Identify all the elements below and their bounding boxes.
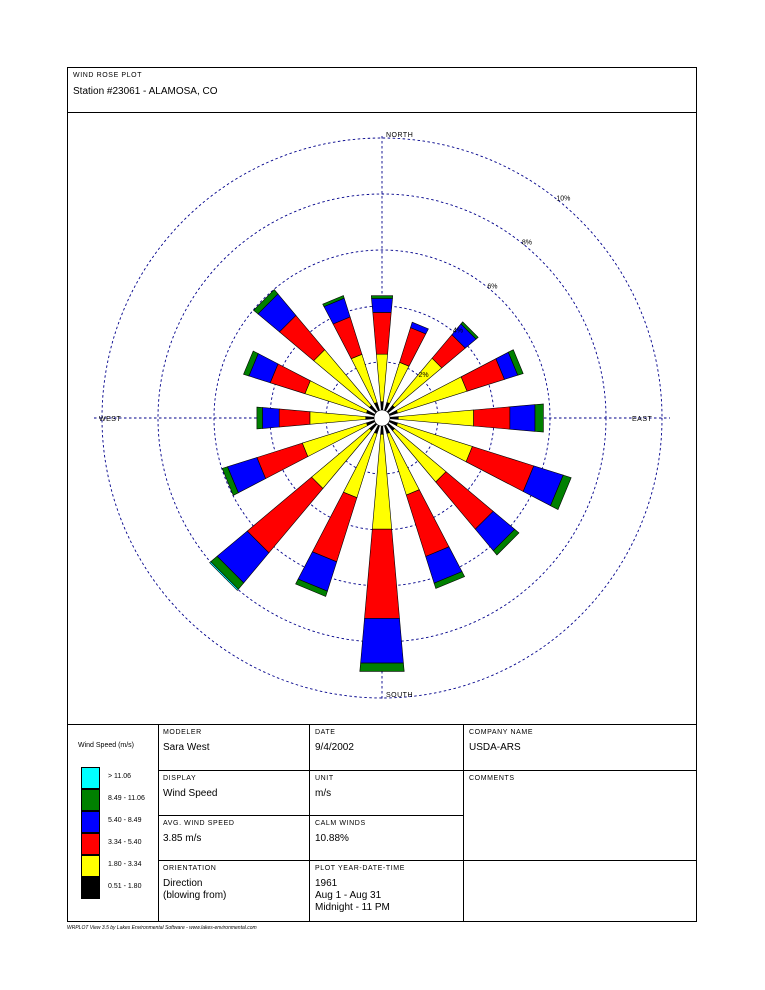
petal-segment [263, 408, 280, 429]
display-cell [158, 771, 310, 816]
ring-label: 2% [418, 371, 429, 379]
company-label: COMPANY NAME [469, 729, 534, 736]
ring-label: 6% [487, 283, 498, 291]
legend [68, 725, 159, 922]
blank-cell [464, 861, 696, 922]
calm-circle [374, 410, 390, 426]
comments-cell [464, 771, 696, 861]
legend-swatch [81, 877, 100, 899]
unit-label: UNIT [315, 775, 334, 782]
plot-time-line1: 1961 [315, 878, 338, 889]
petal-segment [361, 618, 404, 663]
comments-label: COMMENTS [469, 775, 515, 782]
petal-segment [365, 529, 400, 618]
petal-segment [400, 328, 426, 367]
wind-rose-plot [68, 112, 696, 724]
unit-value: m/s [315, 788, 332, 799]
display-label: DISPLAY [163, 775, 197, 782]
avg-speed-cell [158, 816, 310, 861]
petal-segment [466, 447, 534, 492]
ring-label: 4% [453, 327, 464, 335]
petal-segment [333, 317, 362, 359]
petal-segment [373, 312, 391, 354]
date-value: 9/4/2002 [315, 742, 354, 753]
plot-time-value [315, 878, 390, 914]
compass-east-label: EAST [632, 416, 653, 423]
petal-segment [360, 663, 404, 671]
legend-label: 8.49 - 11.06 [108, 795, 145, 802]
orientation-line1: Direction [163, 878, 203, 889]
calm-value: 10.88% [315, 833, 349, 844]
orientation-cell [158, 861, 310, 922]
legend-swatch [81, 811, 100, 833]
petal-segment [390, 417, 398, 420]
date-cell [310, 725, 464, 771]
display-value: Wind Speed [163, 788, 218, 799]
compass-south-label: SOUTH [386, 692, 413, 699]
plot-time-label: PLOT YEAR-DATE-TIME [315, 865, 405, 872]
legend-item [81, 855, 161, 877]
legend-item [81, 767, 161, 789]
footer-credit: WRPLOT View 3.5 by Lakes Environmental Software - www.lakes-environmental.com [67, 925, 257, 931]
compass-north-label: NORTH [386, 132, 414, 139]
legend-item [81, 877, 161, 899]
orientation-line2: (blowing from) [163, 890, 227, 901]
legend-swatch [81, 833, 100, 855]
wind-rose-chart [68, 112, 696, 724]
legend-swatch [81, 767, 100, 789]
legend-swatch [81, 855, 100, 877]
petal-segment [279, 409, 310, 427]
company-value: USDA-ARS [469, 742, 521, 753]
info-panel [68, 724, 696, 922]
modeler-value: Sara West [163, 742, 210, 753]
compass-west-label: WEST [99, 416, 122, 423]
petal-segment [372, 299, 393, 313]
petal-segment [312, 492, 357, 562]
petal-segment [510, 405, 535, 432]
petal-segment [376, 354, 387, 402]
legend-swatch [81, 789, 100, 811]
plot-type-title: WIND ROSE PLOT [73, 72, 143, 79]
legend-label: 3.34 - 5.40 [108, 839, 142, 846]
legend-label: 5.40 - 8.49 [108, 817, 142, 824]
legend-label: > 11.06 [108, 773, 132, 780]
petal-segment [366, 417, 374, 420]
modeler-cell [158, 725, 310, 771]
unit-cell [310, 771, 464, 816]
petal-segment [372, 434, 391, 529]
legend-title: Wind Speed (m/s) [78, 742, 135, 749]
calm-cell [310, 816, 464, 861]
report-frame [67, 67, 697, 922]
petal-segment [398, 410, 473, 426]
petal-segment [257, 407, 263, 429]
avg-speed-label: AVG. WIND SPEED [163, 820, 235, 827]
company-cell [464, 725, 696, 771]
avg-speed-value: 3.85 m/s [163, 833, 202, 844]
petal-segment [381, 402, 384, 410]
legend-label: 0.51 - 1.80 [108, 883, 142, 890]
petal-segment [535, 404, 543, 432]
plot-time-line3: Midnight - 11 PM [315, 902, 390, 913]
petal-segment [310, 412, 366, 425]
orientation-value [163, 878, 226, 902]
petal-segment [257, 443, 308, 479]
modeler-label: MODELER [163, 729, 202, 736]
legend-item [81, 789, 161, 811]
station-title: Station #23061 - ALAMOSA, CO [73, 86, 218, 97]
calm-label: CALM WINDS [315, 820, 366, 827]
date-label: DATE [315, 729, 336, 736]
petal-segment [351, 354, 377, 403]
petal-segment [371, 296, 392, 299]
ring-label: 8% [521, 239, 533, 247]
petal-segment [247, 477, 323, 553]
petal-segment [381, 426, 384, 434]
orientation-label: ORIENTATION [163, 865, 217, 872]
legend-item [81, 811, 161, 833]
legend-item [81, 833, 161, 855]
petal-segment [406, 490, 449, 557]
plot-time-line2: Aug 1 - Aug 31 [315, 890, 382, 901]
report-header [68, 68, 696, 113]
petal-segment [474, 407, 510, 429]
ring-label: 10% [556, 195, 571, 203]
plot-time-cell [310, 861, 464, 922]
legend-label: 1.80 - 3.34 [108, 861, 142, 868]
